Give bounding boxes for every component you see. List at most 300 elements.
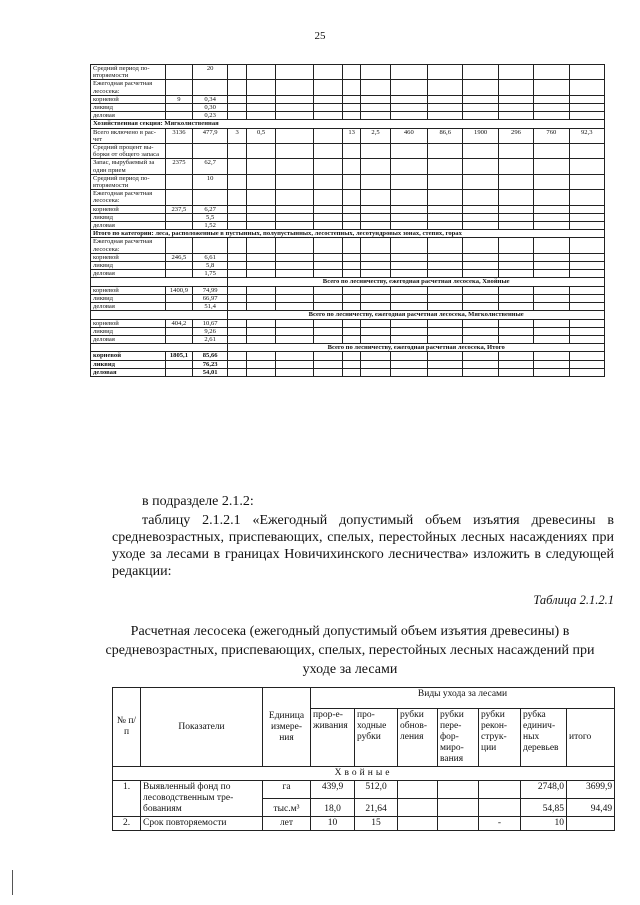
table-cell xyxy=(498,360,533,368)
row-label: деловая xyxy=(91,112,166,120)
row-label: ликвид xyxy=(91,104,166,112)
table-cell xyxy=(463,205,498,213)
table-cell xyxy=(361,360,390,368)
table-row xyxy=(91,327,605,335)
table-cell: 18,0 xyxy=(311,799,355,817)
table-cell xyxy=(569,368,604,376)
table-cell xyxy=(228,159,247,174)
table-cell xyxy=(463,190,498,205)
table-cell xyxy=(276,104,313,112)
row-label: ликвид xyxy=(91,262,166,270)
row-label: Ежегодная расчетная лесосека: xyxy=(91,190,166,205)
table-cell xyxy=(342,205,361,213)
table-cell xyxy=(313,253,342,261)
table-cell xyxy=(228,303,247,311)
table-cell: 54,85 xyxy=(521,799,567,817)
table-cell: 3 xyxy=(228,128,247,143)
header-col: рубки пере-фор-миро-вания xyxy=(438,709,479,767)
table-cell: 0,23 xyxy=(192,112,227,120)
table-cell xyxy=(569,80,604,95)
table-cell xyxy=(247,286,276,294)
table-cell xyxy=(276,352,313,360)
table-row xyxy=(91,230,605,238)
table-cell xyxy=(463,303,498,311)
table-cell xyxy=(342,335,361,343)
table-cell xyxy=(313,159,342,174)
table-cell xyxy=(428,144,463,159)
table-cell xyxy=(276,294,313,302)
table-cell xyxy=(463,65,498,80)
table-cell: 404,2 xyxy=(165,319,192,327)
table-cell xyxy=(276,128,313,143)
table-cell xyxy=(313,95,342,103)
table-cell xyxy=(569,303,604,311)
table-cell xyxy=(276,368,313,376)
header-col: рубка единич-ных деревьев xyxy=(521,709,567,767)
table-row xyxy=(91,213,605,221)
table-cell xyxy=(228,360,247,368)
table-cell: - xyxy=(479,817,521,831)
table-cell: 10,67 xyxy=(192,319,227,327)
table-cell xyxy=(228,238,247,253)
table-cell xyxy=(498,286,533,294)
table-cell xyxy=(361,319,390,327)
table-row xyxy=(91,286,605,294)
table-cell xyxy=(428,262,463,270)
table-cell: 0,30 xyxy=(192,104,227,112)
table-cell xyxy=(569,270,604,278)
table-row xyxy=(91,104,605,112)
table-cell xyxy=(165,238,192,253)
table-row xyxy=(91,335,605,343)
table-cell xyxy=(361,205,390,213)
table-cell xyxy=(463,335,498,343)
table-cell xyxy=(534,360,569,368)
row-label: Средний процент вы-борки от общего запаса xyxy=(91,144,166,159)
table-cell: 1400,9 xyxy=(165,286,192,294)
table-cell xyxy=(276,95,313,103)
table-cell xyxy=(313,112,342,120)
table-cell xyxy=(91,344,228,352)
table-row xyxy=(91,270,605,278)
table-cell xyxy=(428,104,463,112)
table-cell: 2375 xyxy=(165,159,192,174)
table-cell xyxy=(534,262,569,270)
table-cell xyxy=(498,303,533,311)
table-cell xyxy=(276,360,313,368)
row-number: 1. xyxy=(113,781,141,817)
table-cell: 62,7 xyxy=(192,159,227,174)
table-cell xyxy=(276,270,313,278)
table-row xyxy=(113,781,615,799)
table-cell xyxy=(569,190,604,205)
table-cell xyxy=(342,159,361,174)
table-cell: 2,61 xyxy=(192,335,227,343)
table-cell xyxy=(390,319,427,327)
table-cell xyxy=(361,190,390,205)
table-cell: 9,26 xyxy=(192,327,227,335)
table-cell xyxy=(313,294,342,302)
table-cell xyxy=(438,781,479,799)
table-cell xyxy=(534,294,569,302)
table-cell: 1900 xyxy=(463,128,498,143)
table-cell xyxy=(313,368,342,376)
table-cell xyxy=(276,335,313,343)
table-cell xyxy=(361,95,390,103)
table-cell xyxy=(498,327,533,335)
table-cell xyxy=(313,238,342,253)
table-cell xyxy=(165,190,192,205)
table-row xyxy=(91,303,605,311)
table-cell xyxy=(342,352,361,360)
table-row xyxy=(91,319,605,327)
table-cell xyxy=(228,270,247,278)
table-cell xyxy=(247,352,276,360)
table-cell xyxy=(534,144,569,159)
table-cell xyxy=(361,327,390,335)
table-cell xyxy=(228,253,247,261)
row-unit: лет xyxy=(263,817,311,831)
table-cell xyxy=(534,112,569,120)
table-cell xyxy=(342,270,361,278)
table-cell xyxy=(463,112,498,120)
table-cell xyxy=(313,335,342,343)
table-cell xyxy=(247,104,276,112)
table-cell xyxy=(390,262,427,270)
table-cell xyxy=(313,205,342,213)
table-cell xyxy=(498,104,533,112)
table-cell xyxy=(569,104,604,112)
table-cell xyxy=(463,327,498,335)
table-cell xyxy=(498,262,533,270)
table-cell xyxy=(165,368,192,376)
table-cell: 2748,0 xyxy=(521,781,567,799)
table-cell xyxy=(276,303,313,311)
table-cell xyxy=(463,144,498,159)
row-unit: тыс.м³ xyxy=(263,799,311,817)
table-cell xyxy=(463,294,498,302)
table-row xyxy=(91,352,605,360)
table-cell xyxy=(342,286,361,294)
table-cell xyxy=(534,95,569,103)
header-col: рубки обнов-ления xyxy=(398,709,438,767)
table-cell xyxy=(342,294,361,302)
table-cell xyxy=(498,222,533,230)
table-cell xyxy=(390,159,427,174)
table-cell xyxy=(428,238,463,253)
table-cell xyxy=(247,262,276,270)
table-cell xyxy=(390,104,427,112)
table-cell xyxy=(276,174,313,189)
table-cell xyxy=(463,286,498,294)
table-cell: 512,0 xyxy=(355,781,398,799)
table-cell xyxy=(390,238,427,253)
table-cell xyxy=(228,294,247,302)
table-cell: 3136 xyxy=(165,128,192,143)
table-cell xyxy=(361,222,390,230)
table-cell xyxy=(569,112,604,120)
table-cell xyxy=(228,174,247,189)
table-cell xyxy=(463,360,498,368)
table-cell xyxy=(498,294,533,302)
table-cell xyxy=(361,270,390,278)
row-label: ликвид xyxy=(91,213,166,221)
table-cell xyxy=(463,319,498,327)
table-cell xyxy=(534,80,569,95)
table-cell xyxy=(498,190,533,205)
table-cell xyxy=(361,80,390,95)
table-cell xyxy=(390,294,427,302)
table-cell: 296 xyxy=(498,128,533,143)
table-cell xyxy=(390,286,427,294)
table-cell: 10 xyxy=(521,817,567,831)
table-cell xyxy=(192,238,227,253)
table-cell xyxy=(361,112,390,120)
table-cell xyxy=(428,190,463,205)
table-cell xyxy=(438,799,479,817)
table-cell xyxy=(428,335,463,343)
row-label: ликвид xyxy=(91,360,166,368)
row-label: корневой xyxy=(91,205,166,213)
table-cell xyxy=(428,65,463,80)
table-cell xyxy=(247,270,276,278)
table-cell xyxy=(228,352,247,360)
header-indicators: Показатели xyxy=(141,688,263,767)
table-cell xyxy=(498,95,533,103)
row-label: Ежегодная расчетная лесосека: xyxy=(91,238,166,253)
table-cell xyxy=(361,238,390,253)
table-cell xyxy=(247,80,276,95)
table-cell xyxy=(463,368,498,376)
table-cell xyxy=(228,213,247,221)
table-cell xyxy=(247,303,276,311)
table-cell: 439,9 xyxy=(311,781,355,799)
table-cell: 20 xyxy=(192,65,227,80)
table-cell xyxy=(276,144,313,159)
table-cell: 9 xyxy=(165,95,192,103)
table-row xyxy=(91,65,605,80)
section-header: Хозяйственная секция: Мягколиственная xyxy=(91,120,605,128)
table-cell xyxy=(498,238,533,253)
table-row xyxy=(91,174,605,189)
table-cell xyxy=(313,222,342,230)
table-cell xyxy=(534,205,569,213)
table-cell xyxy=(428,205,463,213)
table-cell xyxy=(534,238,569,253)
table-cell: 1,75 xyxy=(192,270,227,278)
table-cell xyxy=(276,327,313,335)
section-header: Всего по лесничеству, ежегодная расчетная лесосека, Итого xyxy=(228,344,605,352)
table-cell xyxy=(534,352,569,360)
table-cell xyxy=(534,213,569,221)
table-cell xyxy=(361,335,390,343)
table-cell xyxy=(390,222,427,230)
table-row xyxy=(91,278,605,286)
row-label: деловая xyxy=(91,270,166,278)
table-cell xyxy=(463,95,498,103)
table-cell xyxy=(428,253,463,261)
table-cell xyxy=(569,294,604,302)
table-cell xyxy=(569,144,604,159)
table-cell xyxy=(390,360,427,368)
table-cell xyxy=(342,65,361,80)
table-cell: 86,6 xyxy=(428,128,463,143)
table-cell xyxy=(342,238,361,253)
table-cell xyxy=(361,104,390,112)
row-label: корневой xyxy=(91,253,166,261)
table-cell xyxy=(313,303,342,311)
table-cell xyxy=(569,205,604,213)
table-cell xyxy=(247,112,276,120)
table-cell xyxy=(398,781,438,799)
table-cell xyxy=(91,311,228,319)
table-cell xyxy=(569,174,604,189)
table-cell xyxy=(498,368,533,376)
table-cell xyxy=(569,65,604,80)
row-label: Ежегодная расчетная лесосека: xyxy=(91,80,166,95)
table-cell xyxy=(342,360,361,368)
table-cell xyxy=(569,159,604,174)
table-cell xyxy=(313,65,342,80)
table-cell xyxy=(165,174,192,189)
subsection-paragraph: в подразделе 2.1.2: xyxy=(142,494,254,509)
table-cell: 5,8 xyxy=(192,262,227,270)
table-cell xyxy=(165,112,192,120)
table-cell xyxy=(534,104,569,112)
table-cell xyxy=(276,262,313,270)
table-cell xyxy=(479,781,521,799)
table-cell xyxy=(534,335,569,343)
table-cell xyxy=(342,222,361,230)
table-cell xyxy=(247,144,276,159)
table-cell: 1805,1 xyxy=(165,352,192,360)
amendment-paragraph xyxy=(112,512,614,580)
table-cell: 237,5 xyxy=(165,205,192,213)
table-cell xyxy=(228,319,247,327)
table-cell xyxy=(567,817,615,831)
table-row xyxy=(113,817,615,831)
table-cell xyxy=(192,190,227,205)
table-cell xyxy=(276,205,313,213)
table-cell xyxy=(247,222,276,230)
table-cell xyxy=(498,80,533,95)
table-cell xyxy=(91,278,228,286)
table-row xyxy=(91,368,605,376)
row-label: корневой xyxy=(91,319,166,327)
table-cell xyxy=(228,104,247,112)
table-cell xyxy=(342,112,361,120)
row-label: деловая xyxy=(91,303,166,311)
table-cell xyxy=(428,112,463,120)
table-cell xyxy=(534,65,569,80)
table-cell xyxy=(228,286,247,294)
table-cell xyxy=(390,65,427,80)
table-cell xyxy=(247,190,276,205)
table-cell xyxy=(192,80,227,95)
table-cell xyxy=(498,65,533,80)
table-cell xyxy=(165,360,192,368)
table-cell xyxy=(342,174,361,189)
table-cell xyxy=(390,213,427,221)
table-cell xyxy=(428,303,463,311)
table-cell xyxy=(165,65,192,80)
table-cell xyxy=(569,352,604,360)
row-label: ликвид xyxy=(91,294,166,302)
table-cell xyxy=(361,159,390,174)
table-row xyxy=(91,222,605,230)
table-cell xyxy=(390,253,427,261)
table-cell xyxy=(498,159,533,174)
table-cell xyxy=(428,286,463,294)
table-cell xyxy=(342,327,361,335)
table-cell: 10 xyxy=(192,174,227,189)
table-row xyxy=(91,128,605,143)
table-cell xyxy=(390,144,427,159)
table-row xyxy=(91,112,605,120)
table-cell xyxy=(390,190,427,205)
table-cell: 760 xyxy=(534,128,569,143)
table-cell xyxy=(228,65,247,80)
table-cell: 0,34 xyxy=(192,95,227,103)
table-cell xyxy=(228,262,247,270)
table-cell xyxy=(276,286,313,294)
header-unit: Единица измере-ния xyxy=(263,688,311,767)
table-cell xyxy=(463,352,498,360)
table-row xyxy=(91,95,605,103)
table-cell xyxy=(192,144,227,159)
table-cell xyxy=(498,174,533,189)
table-cell xyxy=(361,303,390,311)
table-cell xyxy=(498,352,533,360)
section-row: Хвойные xyxy=(113,767,615,781)
table-cell xyxy=(569,213,604,221)
table-cell xyxy=(228,95,247,103)
table-cell xyxy=(428,327,463,335)
table-cell xyxy=(165,327,192,335)
table-row xyxy=(91,205,605,213)
table-cell xyxy=(361,294,390,302)
table-cell xyxy=(428,80,463,95)
table-cell: 76,23 xyxy=(192,360,227,368)
table-cell xyxy=(361,253,390,261)
table-cell xyxy=(534,286,569,294)
table-cell: 0,5 xyxy=(247,128,276,143)
header-care-types: Виды ухода за лесами xyxy=(311,688,615,709)
table-cell xyxy=(498,270,533,278)
table-cell xyxy=(390,303,427,311)
table-cell xyxy=(165,222,192,230)
table-cell xyxy=(569,360,604,368)
table-cell: 15 xyxy=(355,817,398,831)
table-cell xyxy=(313,128,342,143)
table-cell xyxy=(361,174,390,189)
table-cell xyxy=(569,253,604,261)
table-cell xyxy=(228,327,247,335)
table-cell xyxy=(534,222,569,230)
allowable-cut-table xyxy=(112,687,615,831)
table-cell xyxy=(498,213,533,221)
row-label: деловая xyxy=(91,335,166,343)
table-cell: 54,01 xyxy=(192,368,227,376)
section-header: Всего по лесничеству, ежегодная расчетная лесосека, Хвойные xyxy=(228,278,605,286)
table-cell xyxy=(390,352,427,360)
row-unit: га xyxy=(263,781,311,799)
table-number-label: Таблица 2.1.2.1 xyxy=(533,593,614,607)
table-cell xyxy=(534,270,569,278)
table-cell xyxy=(165,213,192,221)
table-cell xyxy=(342,190,361,205)
table-row xyxy=(91,238,605,253)
